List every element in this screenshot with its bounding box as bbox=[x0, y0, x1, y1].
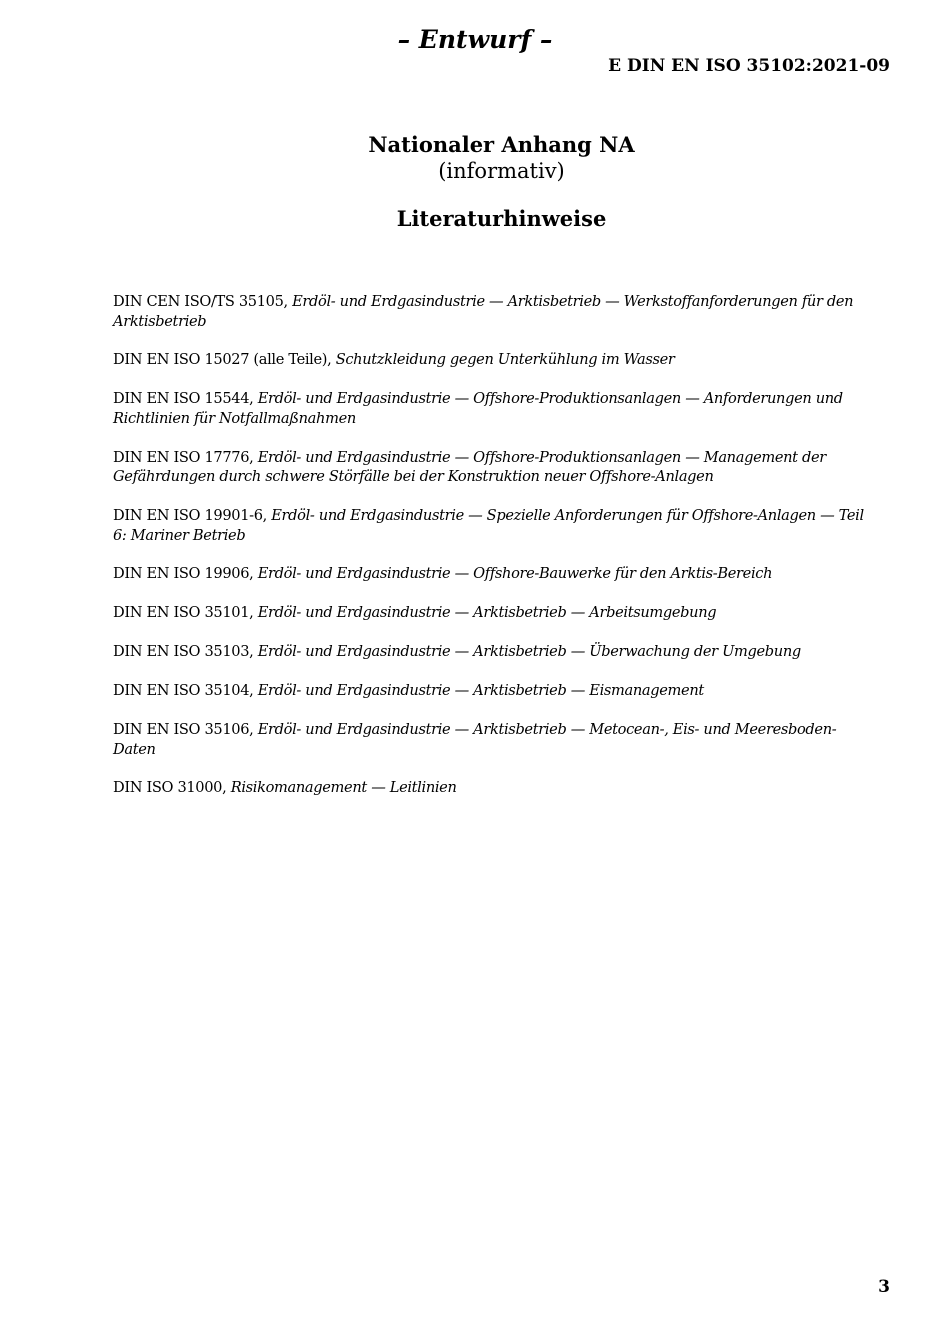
reference-code: DIN EN ISO 19901-6, bbox=[113, 507, 272, 525]
reference-title: Erdöl- und Erdgasindustrie — Arktisbetrieb — Arbeitsumgebung bbox=[257, 604, 717, 622]
reference-title: Erdöl- und Erdgasindustrie — Offshore-Produktionsanlagen — Management der Gefährdungen durch schwere Störfälle bei der Konstruktion neuer Offshore-Anlagen bbox=[113, 448, 826, 486]
annex-type: (informativ) bbox=[438, 159, 565, 183]
draft-watermark: – Entwurf – bbox=[397, 25, 553, 54]
reference-code: DIN EN ISO 17776, bbox=[113, 448, 258, 466]
document-id: E DIN EN ISO 35102:2021-09 bbox=[608, 56, 890, 76]
reference-code: DIN EN ISO 15027 (alle Teile), bbox=[113, 351, 336, 369]
reference-title: Erdöl- und Erdgasindustrie — Arktisbetrieb — Werkstoffanforderungen für den Arktisbetrieb bbox=[113, 293, 854, 330]
reference-code: DIN EN ISO 35104, bbox=[113, 682, 258, 700]
reference-title: Schutzkleidung gegen Unterkühlung im Wasser bbox=[335, 351, 675, 369]
reference-code: DIN EN ISO 19906, bbox=[113, 565, 258, 583]
reference-code: DIN ISO 31000, bbox=[113, 779, 231, 797]
annex-title: Nationaler Anhang NA bbox=[368, 132, 635, 157]
reference-title: Erdöl- und Erdgasindustrie — Offshore-Produktionsanlagen — Anforderungen und Richtlinien für Notfallmaßnahmen bbox=[113, 390, 843, 427]
reference-title: Erdöl- und Erdgasindustrie — Arktisbetrieb — Eismanagement bbox=[257, 682, 704, 700]
reference-title: Risikomanagement — Leitlinien bbox=[230, 779, 457, 797]
reference-item bbox=[113, 778, 873, 798]
reference-code: DIN CEN ISO/TS 35105, bbox=[113, 293, 293, 310]
reference-item bbox=[113, 720, 873, 759]
reference-item bbox=[113, 681, 873, 701]
reference-code: DIN EN ISO 15544, bbox=[113, 390, 258, 408]
reference-code: DIN EN ISO 35101, bbox=[113, 604, 258, 622]
reference-list bbox=[113, 292, 873, 817]
reference-item bbox=[113, 350, 873, 370]
reference-item bbox=[113, 448, 873, 487]
reference-title: Erdöl- und Erdgasindustrie — Offshore-Bauwerke für den Arktis-Bereich bbox=[257, 565, 773, 583]
reference-title: Erdöl- und Erdgasindustrie — Arktisbetrieb — Überwachung der Umgebung bbox=[257, 643, 801, 661]
section-title: Literaturhinweise bbox=[396, 206, 607, 231]
reference-code: DIN EN ISO 35106, bbox=[113, 721, 258, 739]
page-number: 3 bbox=[878, 1277, 890, 1297]
reference-item bbox=[113, 292, 873, 331]
reference-title: Erdöl- und Erdgasindustrie — Spezielle Anforderungen für Offshore-Anlagen — Teil 6: Mariner Betrieb bbox=[113, 507, 864, 544]
reference-item bbox=[113, 642, 873, 662]
reference-item bbox=[113, 506, 873, 545]
reference-item bbox=[113, 389, 873, 428]
reference-code: DIN EN ISO 35103, bbox=[113, 643, 258, 661]
reference-item bbox=[113, 603, 873, 623]
reference-item bbox=[113, 564, 873, 584]
reference-title: Erdöl- und Erdgasindustrie — Arktisbetrieb — Metocean-, Eis- und Meeresboden-Daten bbox=[113, 721, 837, 758]
